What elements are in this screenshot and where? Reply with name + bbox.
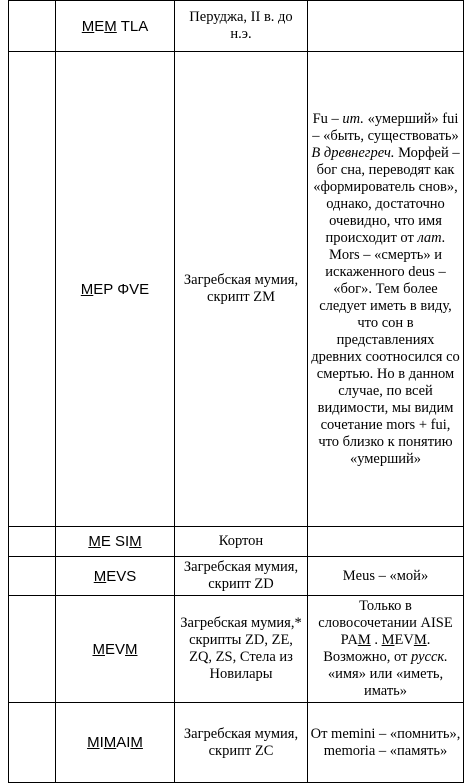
text-run: M — [130, 734, 143, 751]
text-run: M — [413, 632, 427, 648]
text-run: M — [92, 640, 105, 658]
text-run: M — [125, 640, 138, 658]
note — [311, 726, 461, 759]
text-run: ит. — [342, 110, 364, 127]
text-run: E — [94, 17, 105, 35]
source-cell — [175, 703, 308, 783]
word-cell — [56, 1, 175, 52]
word — [88, 533, 141, 550]
table-row — [9, 527, 464, 557]
text-run: EV — [394, 632, 414, 648]
source-cell — [175, 52, 308, 527]
text-run: TLA — [116, 17, 149, 35]
text-run: I — [99, 734, 104, 751]
word — [94, 568, 137, 585]
word-cell — [56, 527, 175, 557]
table-row — [9, 1, 464, 52]
text-run: Только в словосочетании AISE PA — [318, 598, 453, 648]
text-run: EVS — [106, 567, 137, 585]
note-cell — [308, 1, 464, 52]
empty-cell — [9, 703, 56, 783]
text-run: M — [104, 17, 117, 35]
word — [82, 18, 148, 35]
text-run: E SI — [100, 533, 130, 550]
source: Кортон — [218, 533, 264, 549]
text-run: M — [381, 632, 395, 648]
note-cell — [308, 527, 464, 557]
source: Загребская мумия,* скрипты ZD, ZE, ZQ, ZS, Стела из Новилары — [180, 615, 302, 682]
source-cell — [175, 596, 308, 703]
empty-cell — [9, 557, 56, 596]
note — [318, 598, 452, 699]
empty-cell — [9, 596, 56, 703]
empty-cell — [9, 1, 56, 52]
word-cell — [56, 557, 175, 596]
note — [311, 111, 460, 467]
text-run: Meus – «мой» — [342, 567, 429, 584]
lexicon-table — [8, 0, 464, 783]
text-run: «имя» или «иметь, имать» — [327, 666, 444, 699]
table-row — [9, 557, 464, 596]
text-run: M — [87, 734, 100, 751]
text-run: . Возможно, от — [323, 632, 431, 665]
word-cell — [56, 52, 175, 527]
note-cell — [308, 703, 464, 783]
note-cell — [308, 596, 464, 703]
text-run: M — [80, 280, 94, 298]
source-cell — [175, 557, 308, 596]
word — [92, 641, 137, 658]
source-cell — [175, 1, 308, 52]
table-row — [9, 596, 464, 703]
text-run: лат. — [417, 229, 446, 246]
text-run: Морфей – бог сна, переводят как «формирователь снов», однако, достаточно очевидно, что имя происходит от — [313, 144, 460, 246]
empty-cell — [9, 527, 56, 557]
text-run: русск. — [411, 649, 448, 665]
source: Загребская мумия, скрипт ZD — [183, 559, 299, 592]
text-run: EP ΦVE — [93, 280, 150, 298]
table-row — [9, 703, 464, 783]
text-run: От memini – «помнить», memoria – «память» — [310, 725, 461, 759]
note-cell — [308, 52, 464, 527]
word-cell — [56, 596, 175, 703]
text-run: AI — [116, 734, 131, 751]
text-run: M — [93, 567, 107, 585]
source: Перуджа, II в. до н.э. — [189, 9, 293, 42]
empty-cell — [9, 52, 56, 527]
note — [343, 568, 428, 584]
text-run: M — [357, 632, 371, 648]
note-cell — [308, 557, 464, 596]
table-row — [9, 52, 464, 527]
text-run: «умерший» fui – «быть, существовать» — [312, 110, 459, 144]
text-run: M — [81, 17, 95, 35]
text-run: Fu – — [312, 110, 343, 127]
text-run: M — [103, 734, 117, 751]
word-cell — [56, 703, 175, 783]
source: Загребская мумия, скрипт ZC — [183, 725, 299, 759]
source: Загребская мумия, скрипт ZM — [183, 272, 299, 305]
text-run: Mors – «смерть» и искаженного deus – «бог». Тем более следует иметь в виду, что сон в представлениях древних соотносился со смертью. Но в данном случае, по всей видимости, мы видим сочетание mors + fui, что близко к понятию «умерший» — [311, 246, 460, 467]
word — [87, 734, 143, 751]
text-run: В древнегреч. — [311, 144, 395, 161]
text-run: . — [370, 632, 382, 648]
source-cell — [175, 527, 308, 557]
text-run: M — [129, 533, 142, 550]
text-run: M — [88, 533, 101, 550]
text-run: EV — [104, 640, 125, 658]
word — [81, 281, 149, 298]
